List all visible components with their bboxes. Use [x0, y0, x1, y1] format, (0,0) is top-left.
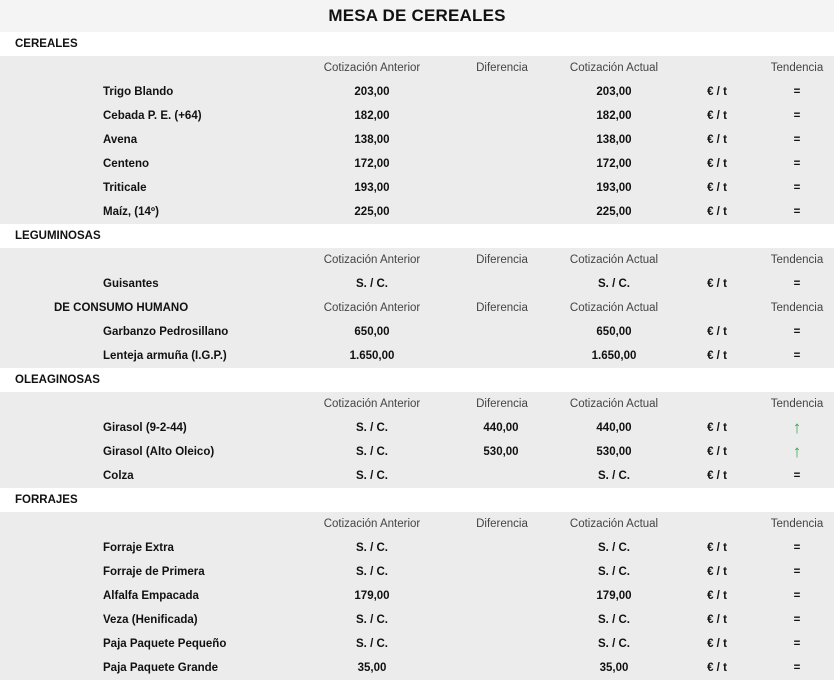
header-prev: Cotización Anterior: [323, 254, 421, 266]
product-name: Trigo Blando: [103, 86, 174, 98]
trend-equal-icon: =: [793, 86, 801, 98]
trend-equal-icon: =: [793, 326, 801, 338]
trend-equal-icon: =: [793, 614, 801, 626]
trend-equal-icon: =: [793, 206, 801, 218]
header-cur: Cotización Actual: [569, 398, 659, 410]
trend-equal-icon: =: [793, 158, 801, 170]
unit: € / t: [707, 638, 727, 650]
unit: € / t: [707, 662, 727, 674]
prev-price: 35,00: [357, 662, 387, 674]
table-row: [0, 560, 834, 584]
table-row: [0, 176, 834, 200]
trend-equal-icon: =: [793, 182, 801, 194]
trend-up-arrow-icon: ↑: [792, 442, 802, 461]
table-row: [0, 440, 834, 464]
product-name: Paja Paquete Pequeño: [103, 638, 227, 650]
table-row: [0, 632, 834, 656]
header-diff: Diferencia: [476, 398, 528, 410]
prev-price: 203,00: [354, 86, 390, 98]
prev-price: S. / C.: [356, 278, 388, 290]
header-cur: Cotización Actual: [569, 518, 659, 530]
table-row: [0, 584, 834, 608]
table-row: [0, 104, 834, 128]
product-name: Cebada P. E. (+64): [103, 110, 202, 122]
table-row: [0, 656, 834, 680]
section-title: OLEAGINOSAS: [0, 368, 834, 392]
trend-equal-icon: =: [793, 542, 801, 554]
unit: € / t: [707, 446, 727, 458]
product-name: Paja Paquete Grande: [103, 662, 219, 674]
current-price: S. / C.: [598, 638, 630, 650]
unit: € / t: [707, 278, 727, 290]
prev-price: S. / C.: [356, 638, 388, 650]
price-diff: 530,00: [483, 446, 519, 458]
table-row: [0, 128, 834, 152]
current-price: S. / C.: [598, 614, 630, 626]
unit: € / t: [707, 614, 727, 626]
header-prev: Cotización Anterior: [323, 398, 421, 410]
prev-price: S. / C.: [356, 470, 388, 482]
prev-price: S. / C.: [356, 542, 388, 554]
prev-price: 193,00: [354, 182, 390, 194]
unit: € / t: [707, 86, 727, 98]
current-price: 225,00: [596, 206, 632, 218]
unit: € / t: [707, 206, 727, 218]
current-price: 35,00: [599, 662, 629, 674]
header-trend: Tendencia: [770, 254, 824, 266]
table-row: [0, 200, 834, 224]
section-title: LEGUMINOSAS: [0, 224, 834, 248]
unit: € / t: [707, 326, 727, 338]
prev-price: 182,00: [354, 110, 390, 122]
header-trend: Tendencia: [770, 62, 824, 74]
unit: € / t: [707, 590, 727, 602]
prev-price: S. / C.: [356, 614, 388, 626]
header-trend: Tendencia: [770, 302, 824, 314]
table-row: [0, 320, 834, 344]
table-row: [0, 464, 834, 488]
trend-equal-icon: =: [793, 134, 801, 146]
unit: € / t: [707, 470, 727, 482]
section-block-oleaginosas: [0, 392, 834, 488]
table-row: [0, 344, 834, 368]
prev-price: 650,00: [354, 326, 390, 338]
product-name: Maíz, (14º): [103, 206, 159, 218]
prev-price: 179,00: [354, 590, 390, 602]
column-header-row: [0, 56, 834, 80]
current-price: 172,00: [596, 158, 632, 170]
product-name: Girasol (9-2-44): [103, 422, 187, 434]
product-name: Alfalfa Empacada: [103, 590, 199, 602]
section-title: FORRAJES: [0, 488, 834, 512]
product-name: Forraje de Primera: [103, 566, 205, 578]
column-header-row: [0, 392, 834, 416]
subsection-title: DE CONSUMO HUMANO: [54, 302, 189, 314]
current-price: 530,00: [596, 446, 632, 458]
unit: € / t: [707, 158, 727, 170]
trend-equal-icon: =: [793, 350, 801, 362]
section-title: CEREALES: [0, 32, 834, 56]
current-price: S. / C.: [598, 470, 630, 482]
prev-price: 225,00: [354, 206, 390, 218]
table-row: [0, 608, 834, 632]
current-price: S. / C.: [598, 278, 630, 290]
trend-equal-icon: =: [793, 470, 801, 482]
unit: € / t: [707, 110, 727, 122]
section-block-leguminosas: [0, 248, 834, 368]
prev-price: 1.650,00: [349, 350, 395, 362]
table-row: [0, 416, 834, 440]
product-name: Veza (Henificada): [103, 614, 198, 626]
trend-equal-icon: =: [793, 566, 801, 578]
column-header-row: [0, 512, 834, 536]
product-name: Girasol (Alto Oleico): [103, 446, 215, 458]
product-name: Forraje Extra: [103, 542, 174, 554]
header-prev: Cotización Anterior: [323, 518, 421, 530]
trend-equal-icon: =: [793, 110, 801, 122]
product-name: Garbanzo Pedrosillano: [103, 326, 229, 338]
header-prev: Cotización Anterior: [323, 62, 421, 74]
header-cur: Cotización Actual: [569, 62, 659, 74]
header-trend: Tendencia: [770, 398, 824, 410]
unit: € / t: [707, 566, 727, 578]
product-name: Centeno: [103, 158, 149, 170]
current-price: 203,00: [596, 86, 632, 98]
product-name: Triticale: [103, 182, 147, 194]
trend-equal-icon: =: [793, 662, 801, 674]
prev-price: S. / C.: [356, 422, 388, 434]
header-trend: Tendencia: [770, 518, 824, 530]
table-row: [0, 536, 834, 560]
header-diff: Diferencia: [476, 302, 528, 314]
prev-price: 138,00: [354, 134, 390, 146]
table-row: [0, 80, 834, 104]
unit: € / t: [707, 542, 727, 554]
current-price: 138,00: [596, 134, 632, 146]
product-name: Lenteja armuña (I.G.P.): [103, 350, 227, 362]
product-name: Colza: [103, 470, 134, 482]
column-header-row: [0, 248, 834, 272]
product-name: Avena: [103, 134, 138, 146]
current-price: 193,00: [596, 182, 632, 194]
unit: € / t: [707, 182, 727, 194]
header-diff: Diferencia: [476, 62, 528, 74]
trend-equal-icon: =: [793, 590, 801, 602]
table-row: [0, 272, 834, 296]
prev-price: S. / C.: [356, 446, 388, 458]
product-name: Guisantes: [103, 278, 159, 290]
unit: € / t: [707, 134, 727, 146]
header-prev: Cotización Anterior: [323, 302, 421, 314]
current-price: S. / C.: [598, 542, 630, 554]
prev-price: S. / C.: [356, 566, 388, 578]
current-price: S. / C.: [598, 566, 630, 578]
table-row: [0, 152, 834, 176]
page-title: MESA DE CEREALES: [0, 0, 834, 32]
current-price: 650,00: [596, 326, 632, 338]
unit: € / t: [707, 350, 727, 362]
header-diff: Diferencia: [476, 254, 528, 266]
current-price: 182,00: [596, 110, 632, 122]
trend-equal-icon: =: [793, 278, 801, 290]
section-block-cereales: [0, 56, 834, 224]
header-cur: Cotización Actual: [569, 302, 659, 314]
prev-price: 172,00: [354, 158, 390, 170]
price-diff: 440,00: [483, 422, 519, 434]
current-price: 1.650,00: [591, 350, 637, 362]
trend-equal-icon: =: [793, 638, 801, 650]
current-price: 179,00: [596, 590, 632, 602]
current-price: 440,00: [596, 422, 632, 434]
header-cur: Cotización Actual: [569, 254, 659, 266]
header-diff: Diferencia: [476, 518, 528, 530]
trend-up-arrow-icon: ↑: [792, 418, 802, 437]
unit: € / t: [707, 422, 727, 434]
subsection-header-row: [0, 296, 834, 320]
section-block-forrajes: [0, 512, 834, 680]
